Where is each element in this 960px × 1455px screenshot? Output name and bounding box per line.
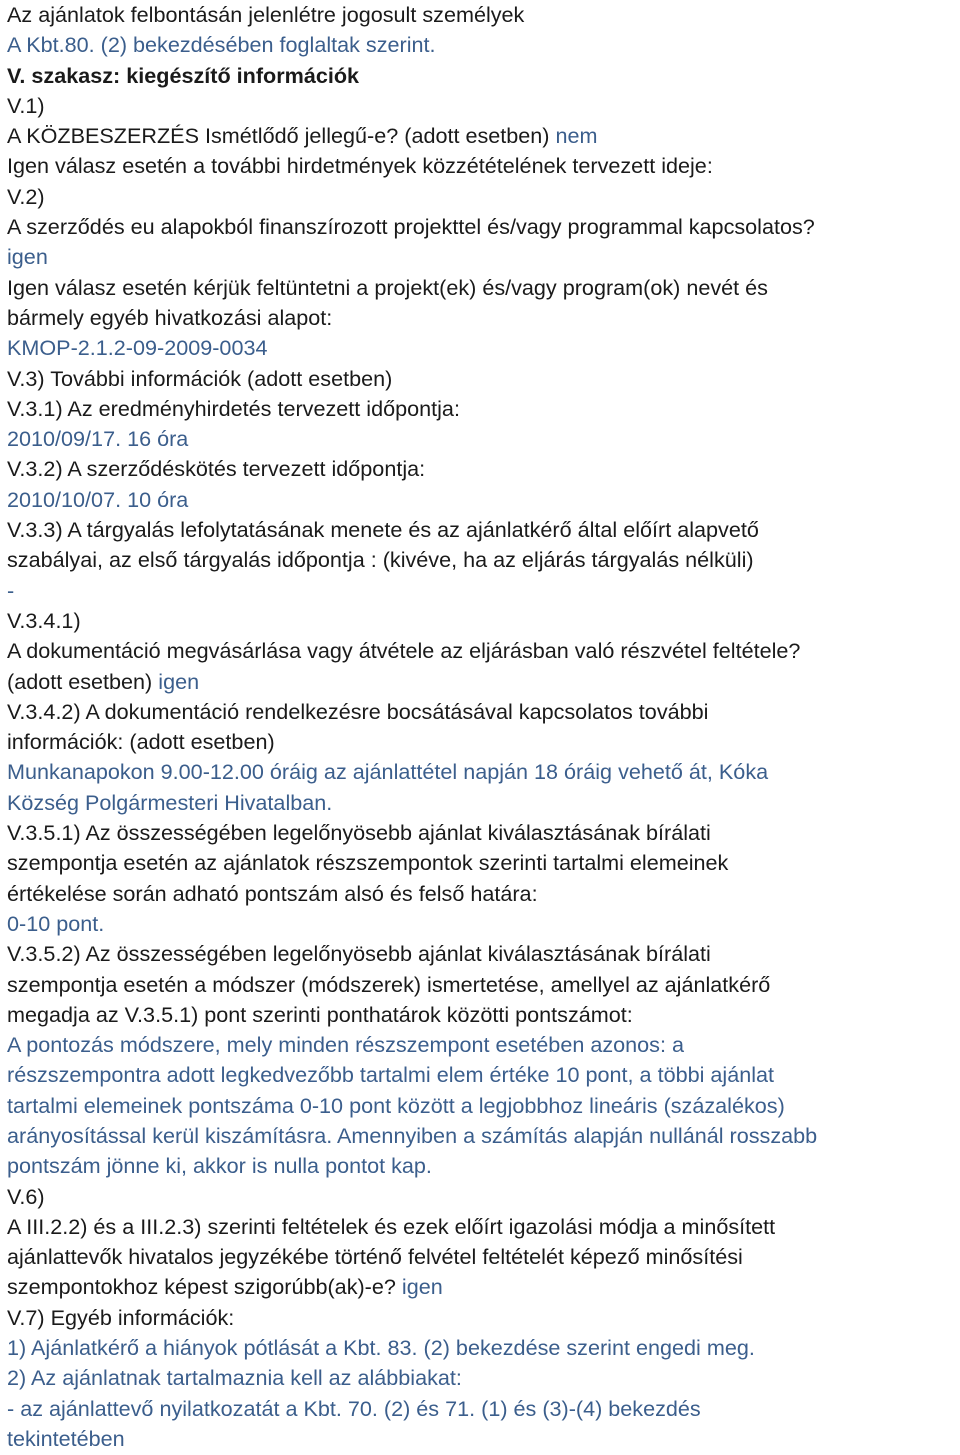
field-label: megadja az V.3.5.1) pont szerinti ponthatárok közötti pontszámot: <box>7 1001 633 1027</box>
field-label: V.3.5.2) Az összességében legelőnyösebb ajánlat kiválasztásának bírálati <box>7 941 711 967</box>
text-line <box>7 1060 960 1090</box>
field-label: (adott esetben) <box>7 668 159 694</box>
text-line <box>7 970 960 1000</box>
text-line <box>7 1121 960 1151</box>
text-line <box>7 1333 960 1363</box>
text-line <box>7 697 960 727</box>
field-label: V.3) További információk (adott esetben) <box>7 365 393 391</box>
text-line <box>7 212 960 242</box>
field-value: Község Polgármesteri Hivatalban. <box>7 789 333 815</box>
field-label: bármely egyéb hivatkozási alapot: <box>7 304 333 330</box>
text-line <box>7 273 960 303</box>
text-line <box>7 1212 960 1242</box>
field-label: V.3.4.2) A dokumentáció rendelkezésre bocsátásával kapcsolatos további <box>7 698 709 724</box>
text-line <box>7 394 960 424</box>
text-line <box>7 303 960 333</box>
field-value: nem <box>555 123 598 149</box>
text-line <box>7 515 960 545</box>
text-line <box>7 424 960 454</box>
text-line <box>7 848 960 878</box>
field-value: KMOP-2.1.2-09-2009-0034 <box>7 335 268 361</box>
text-line <box>7 242 960 272</box>
field-label: szempontja esetén az ajánlatok részszempontok szerinti tartalmi elemeinek <box>7 850 729 876</box>
field-value: - <box>7 577 15 603</box>
text-line <box>7 788 960 818</box>
text-line <box>7 1424 960 1454</box>
text-line <box>7 182 960 212</box>
text-line <box>7 1000 960 1030</box>
field-label: Igen válasz esetén a további hirdetmények közzétételének tervezett ideje: <box>7 153 713 179</box>
text-line <box>7 1182 960 1212</box>
text-line <box>7 30 960 60</box>
text-line <box>7 545 960 575</box>
text-line <box>7 636 960 666</box>
field-label: szempontokhoz képest szigorúbb(ak)-e? <box>7 1274 402 1300</box>
field-value: Munkanapokon 9.00-12.00 óráig az ajánlattétel napján 18 óráig vehető át, Kóka <box>7 759 769 785</box>
field-label: V.2) <box>7 183 45 209</box>
field-value: tekintetében <box>7 1425 125 1451</box>
field-value: igen <box>401 1274 443 1300</box>
field-label: Az ajánlatok felbontásán jelenlétre jogosult személyek <box>7 2 525 27</box>
text-line <box>7 1394 960 1424</box>
text-line <box>7 1030 960 1060</box>
field-label: V.6) <box>7 1183 45 1209</box>
text-line <box>7 151 960 181</box>
field-value: A pontozás módszere, mely minden részszempont esetében azonos: a <box>7 1032 684 1058</box>
text-line <box>7 1151 960 1181</box>
field-value: tartalmi elemeinek pontszáma 0-10 pont között a legjobbhoz lineáris (százalékos) <box>7 1092 785 1118</box>
field-value: 2) Az ajánlatnak tartalmaznia kell az alábbiakat: <box>7 1365 462 1391</box>
text-line <box>7 1272 960 1302</box>
field-label: V.3.5.1) Az összességében legelőnyösebb ajánlat kiválasztásának bírálati <box>7 820 711 846</box>
text-line <box>7 1363 960 1393</box>
text-line <box>7 576 960 606</box>
field-label: A III.2.2) és a III.2.3) szerinti feltételek és ezek előírt igazolási módja a minősített <box>7 1213 776 1239</box>
text-line <box>7 454 960 484</box>
text-line <box>7 727 960 757</box>
field-label: értékelése során adható pontszám alsó és felső határa: <box>7 880 538 906</box>
field-value: pontszám jönne ki, akkor is nulla pontot kap. <box>7 1153 432 1179</box>
text-line <box>7 818 960 848</box>
field-label: V.1) <box>7 92 45 118</box>
text-line <box>7 909 960 939</box>
field-label: információk: (adott esetben) <box>7 729 275 755</box>
field-value: igen <box>7 244 48 270</box>
field-label: V.3.4.1) <box>7 607 81 633</box>
text-line <box>7 364 960 394</box>
field-value: részszempontra adott legkedvezőbb tartalmi elem értéke 10 pont, a többi ajánlat <box>7 1062 775 1088</box>
field-label: V.3.1) Az eredményhirdetés tervezett időpontja: <box>7 395 460 421</box>
field-label: A dokumentáció megvásárlása vagy átvétele az eljárásban való részvétel feltétele? <box>7 638 801 664</box>
field-label: A szerződés eu alapokból finanszírozott projekttel és/vagy programmal kapcsolatos? <box>7 214 815 240</box>
document-body <box>7 0 960 1454</box>
text-line <box>7 91 960 121</box>
text-line <box>7 667 960 697</box>
field-label: V. szakasz: kiegészítő információk <box>7 62 360 88</box>
text-line <box>7 606 960 636</box>
text-line <box>7 939 960 969</box>
field-value: 0-10 pont. <box>7 910 105 936</box>
text-line <box>7 879 960 909</box>
field-label: szabályai, az első tárgyalás időpontja : (kivéve, ha az eljárás tárgyalás nélküli) <box>7 547 754 573</box>
text-line <box>7 61 960 91</box>
field-label: A KÖZBESZERZÉS Ismétlődő jellegű-e? (adott esetben) <box>7 123 556 149</box>
field-label: ajánlattevők hivatalos jegyzékébe történő felvétel feltételét képező minősítési <box>7 1244 743 1270</box>
text-line <box>7 485 960 515</box>
field-label: V.3.2) A szerződéskötés tervezett időpontja: <box>7 456 426 482</box>
field-value: 2010/10/07. 10 óra <box>7 486 189 512</box>
field-label: Igen válasz esetén kérjük feltüntetni a projekt(ek) és/vagy program(ok) nevét és <box>7 274 768 300</box>
text-line <box>7 1091 960 1121</box>
text-line <box>7 1303 960 1333</box>
field-label: szempontja esetén a módszer (módszerek) ismertetése, amellyel az ajánlatkérő <box>7 971 771 997</box>
text-line <box>7 333 960 363</box>
text-line <box>7 1242 960 1272</box>
field-value: - az ajánlattevő nyilatkozatát a Kbt. 70. (2) és 71. (1) és (3)-(4) bekezdés <box>7 1395 701 1421</box>
text-line <box>7 121 960 151</box>
field-value: 1) Ajánlatkérő a hiányok pótlását a Kbt. 83. (2) bekezdése szerint engedi meg. <box>7 1335 755 1361</box>
field-value: 2010/09/17. 16 óra <box>7 426 189 452</box>
field-label: V.3.3) A tárgyalás lefolytatásának menete és az ajánlatkérő által előírt alapvető <box>7 517 759 543</box>
field-value: A Kbt.80. (2) bekezdésében foglaltak szerint. <box>7 32 436 58</box>
field-value: igen <box>158 668 200 694</box>
text-line <box>7 0 960 30</box>
field-label: V.7) Egyéb információk: <box>7 1304 235 1330</box>
field-value: arányosítással kerül kiszámításra. Amennyiben a számítás alapján nullánál rosszabb <box>7 1122 818 1148</box>
text-line <box>7 757 960 787</box>
